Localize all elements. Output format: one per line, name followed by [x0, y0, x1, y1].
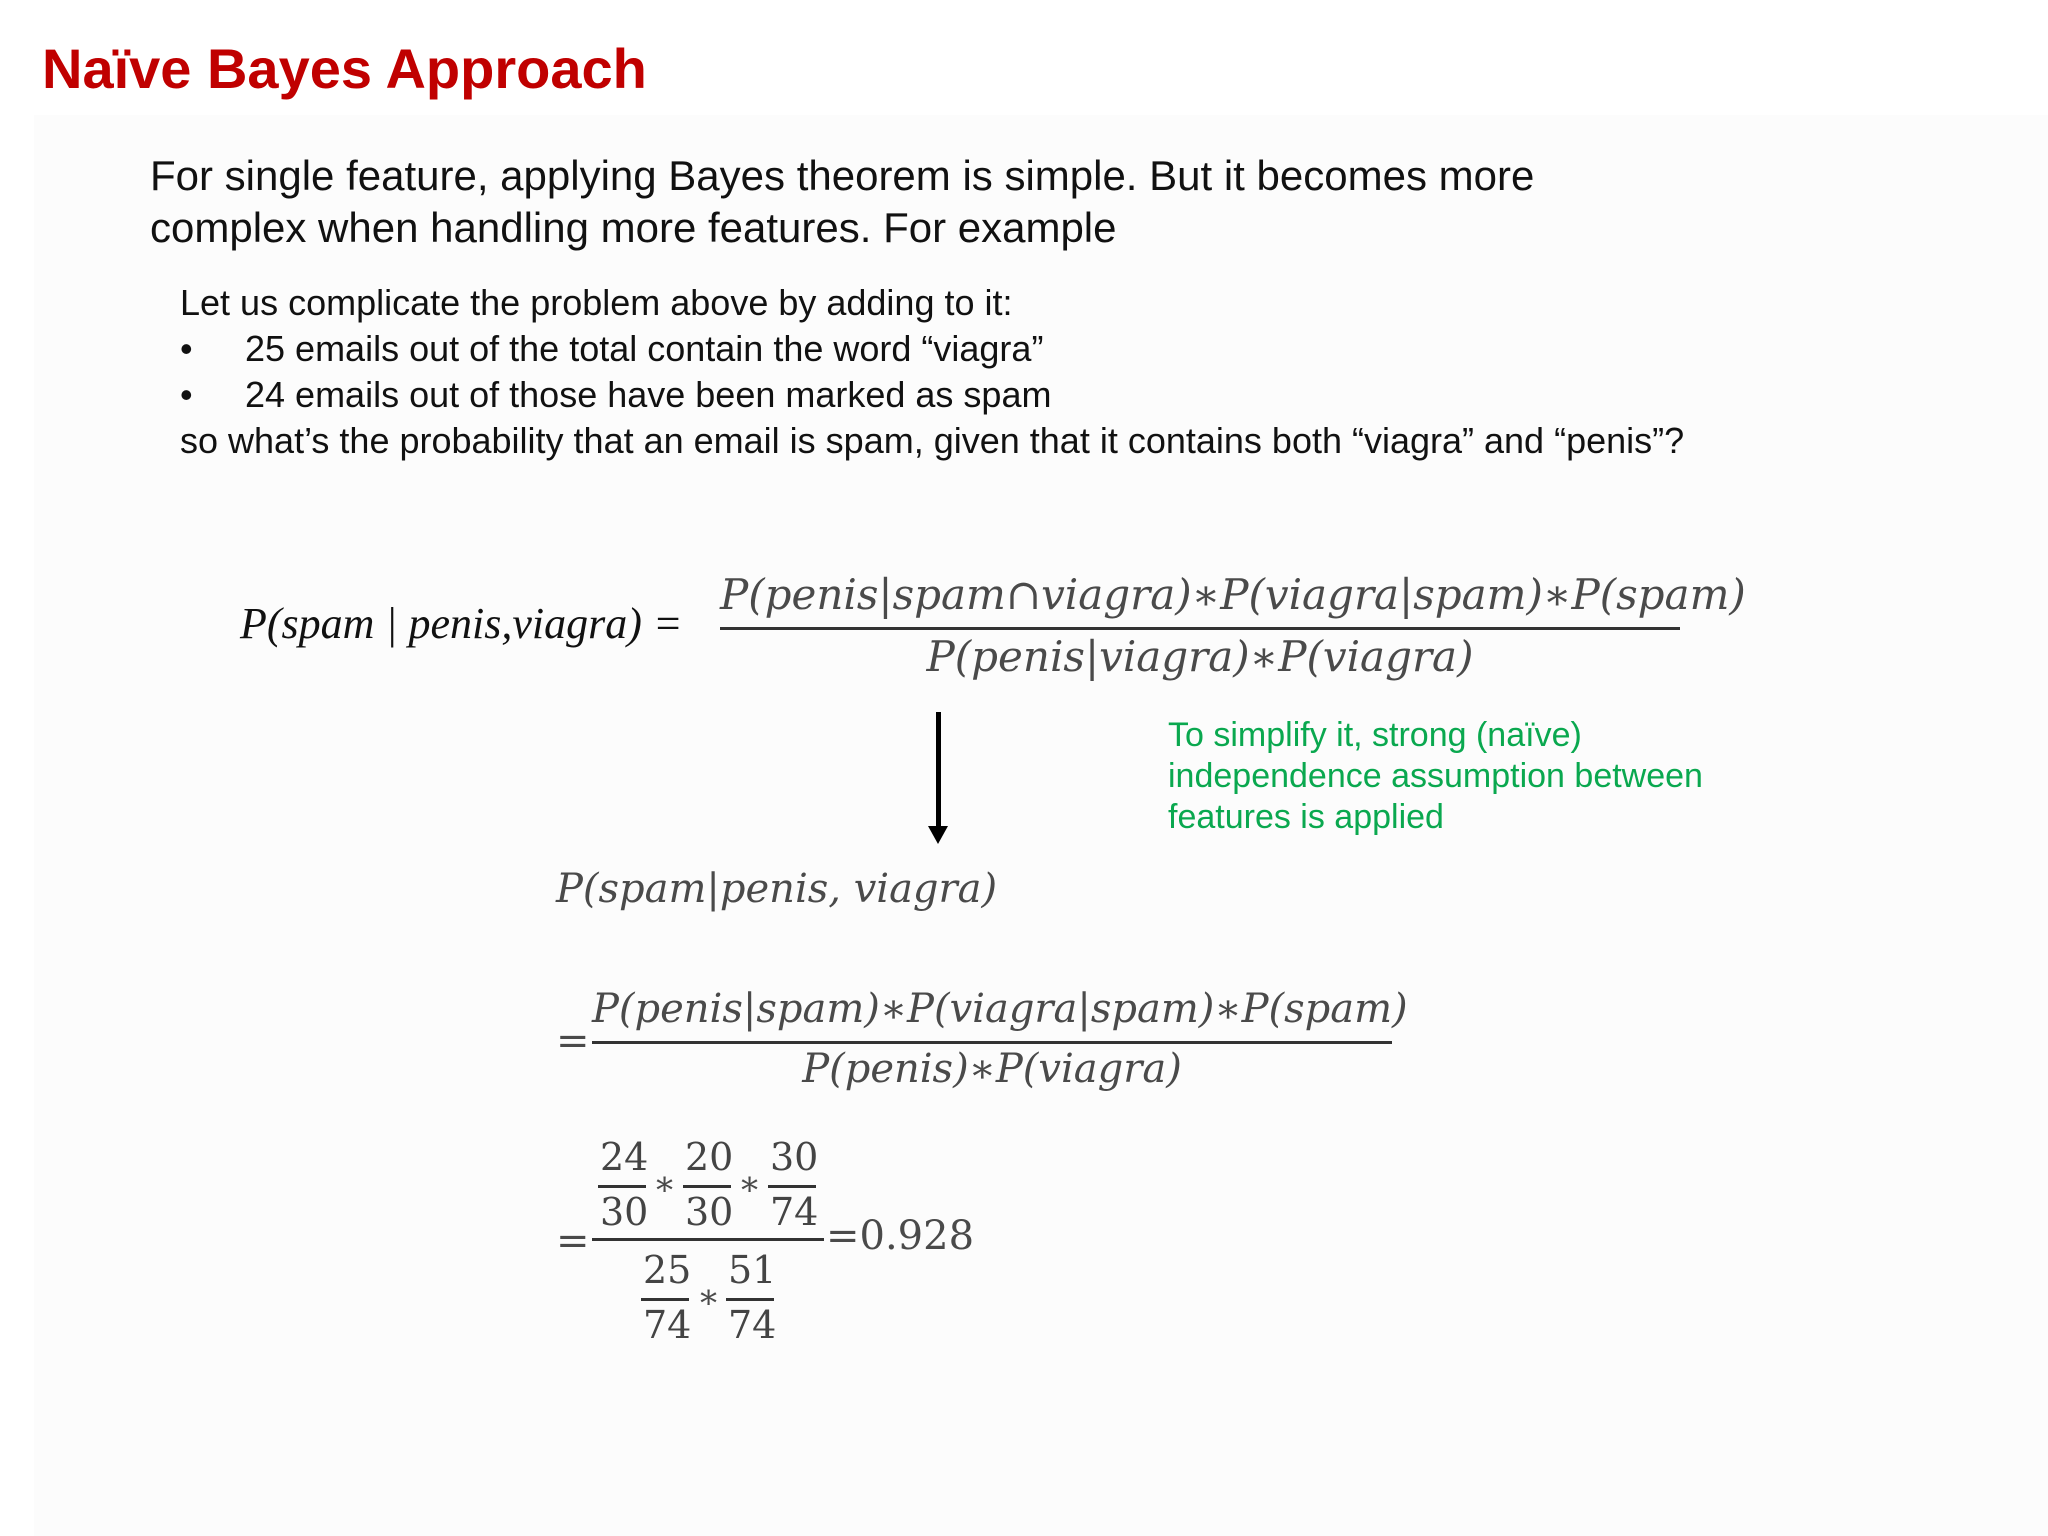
frac-denominator: 30 — [685, 1190, 734, 1234]
formula1-denominator: P(penis|viagra)∗P(viagra) — [926, 632, 1474, 681]
frac-numerator: 30 — [770, 1135, 819, 1179]
frac-numerator: 24 — [600, 1135, 649, 1179]
formula3-result: =0.928 — [826, 1213, 975, 1259]
bullet-icon: • — [180, 328, 193, 369]
example-block — [180, 280, 1880, 464]
intro-paragraph — [150, 150, 1850, 254]
formula2-equals: = — [556, 1018, 590, 1064]
formula2-lhs: P(spam|penis, viagra) — [556, 866, 998, 912]
naive-assumption-note — [1168, 715, 1768, 838]
frac-bar — [683, 1185, 731, 1188]
example-question: so what’s the probability that an email is spam, given that it contains both “viagra” and “penis”? — [180, 420, 1685, 461]
formula2-numerator: P(penis|spam)∗P(viagra|spam)∗P(spam) — [592, 986, 1408, 1032]
times-symbol: ∗ — [738, 1164, 762, 1204]
slide-title: Naïve Bayes Approach — [42, 37, 647, 100]
bullet-icon: • — [180, 374, 193, 415]
down-arrow-icon — [936, 712, 941, 830]
note-line: To simplify it, strong (naïve) — [1168, 716, 1582, 754]
frac-numerator: 51 — [728, 1248, 777, 1292]
frac-bar — [598, 1185, 646, 1188]
frac-numerator: 25 — [643, 1248, 692, 1292]
formula3-equals: = — [556, 1218, 590, 1264]
formula1-lhs: P(spam | penis,viagra) = — [240, 599, 683, 648]
frac-bar — [726, 1298, 774, 1301]
frac-bar — [768, 1185, 816, 1188]
formula3-main-fraction-bar — [592, 1238, 824, 1241]
down-arrow-head-icon — [928, 826, 948, 844]
times-symbol: ∗ — [653, 1164, 677, 1204]
note-line: features is applied — [1168, 798, 1444, 836]
frac-denominator: 30 — [600, 1190, 649, 1234]
formula2-denominator: P(penis)∗P(viagra) — [802, 1046, 1182, 1092]
times-symbol: ∗ — [697, 1277, 721, 1317]
note-line: independence assumption between — [1168, 757, 1703, 795]
frac-denominator: 74 — [728, 1303, 777, 1347]
bullet-text: 25 emails out of the total contain the word “viagra” — [245, 328, 1044, 369]
intro-line: For single feature, applying Bayes theorem is simple. But it becomes more — [150, 152, 1535, 199]
intro-line: complex when handling more features. For example — [150, 204, 1117, 251]
frac-numerator: 20 — [685, 1135, 734, 1179]
example-lead: Let us complicate the problem above by adding to it: — [180, 282, 1013, 323]
formula2-fraction-bar — [592, 1041, 1392, 1044]
example-bullet — [180, 326, 1880, 372]
example-bullet — [180, 372, 1880, 418]
frac-denominator: 74 — [770, 1190, 819, 1234]
formula1-fraction-bar — [720, 627, 1680, 630]
frac-bar — [641, 1298, 689, 1301]
bullet-text: 24 emails out of those have been marked as spam — [245, 374, 1052, 415]
formula1-numerator: P(penis|spam∩viagra)∗P(viagra|spam)∗P(spam) — [720, 570, 1746, 619]
frac-denominator: 74 — [643, 1303, 692, 1347]
